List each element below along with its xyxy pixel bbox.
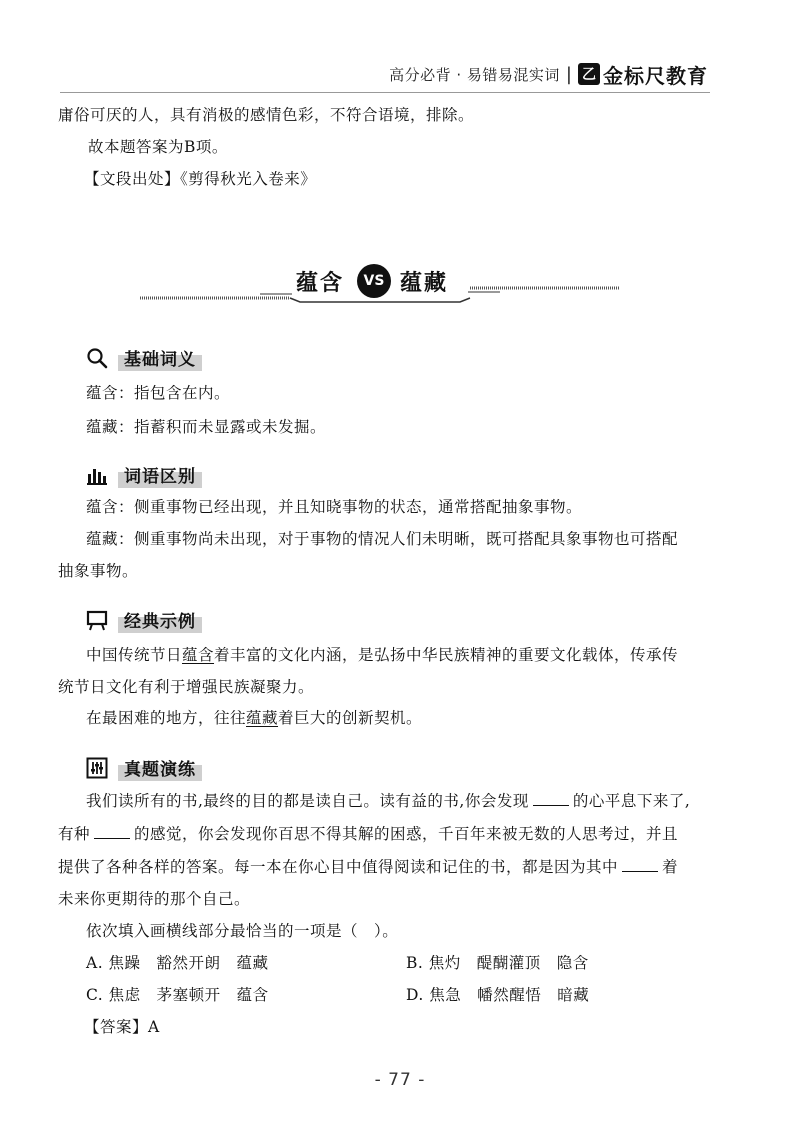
question-text: 我们读所有的书,最终的目的都是读自己。读有益的书,你会发现 [86, 792, 529, 810]
option-b: B. 焦灼 醍醐灌顶 隐含 [406, 954, 589, 972]
top-line-3: 【文段出处】《剪得秋光入卷来》 [84, 170, 317, 188]
example-1-pre: 中国传统节日 [86, 646, 183, 664]
bar-chart-icon [86, 464, 108, 486]
question-line-4: 未来你更期待的那个自己。 [58, 890, 251, 908]
section-basic-title: 基础词义 [118, 344, 202, 371]
option-d: D. 焦急 幡然醒悟 暗藏 [406, 986, 590, 1004]
question-line-2 [58, 823, 678, 846]
board-icon [86, 609, 108, 631]
page-number: - 77 - [374, 1070, 426, 1090]
title-word-right: 蕴藏 [400, 270, 449, 296]
title-word-left: 蕴含 [296, 270, 345, 296]
answer: 【答案】A [84, 1018, 160, 1036]
example-1-post: 着丰富的文化内涵，是弘扬中华民族精神的重要文化载体，传承传 [214, 646, 679, 664]
magnifier-icon [86, 347, 108, 369]
blank-2 [94, 824, 130, 839]
section-diff-heading [86, 461, 202, 488]
blank-3 [622, 857, 658, 872]
top-line-2: 故本题答案为B项。 [88, 138, 228, 156]
example-2-pre: 在最困难的地方，往往 [86, 709, 247, 727]
question-text: 着 [662, 858, 679, 876]
question-text: 有种 [58, 825, 91, 843]
question-text: 的心平息下来了, [572, 792, 691, 810]
basic-line-1: 蕴含：指包含在内。 [86, 384, 231, 402]
example-2 [86, 707, 422, 730]
header-rule [60, 92, 710, 93]
section-practice-title: 真题演练 [118, 754, 202, 781]
diff-line-2b: 抽象事物。 [58, 562, 139, 580]
basic-line-2: 蕴藏：指蓄积而未显露或未发掘。 [86, 418, 327, 436]
example-2-keyword: 蕴藏 [246, 709, 279, 727]
example-2-post: 着巨大的创新契机。 [278, 709, 423, 727]
section-diff-title: 词语区别 [118, 461, 202, 488]
option-c: C. 焦虑 茅塞顿开 蕴含 [86, 986, 269, 1004]
vs-badge-icon: VS [357, 264, 391, 298]
brand [578, 60, 708, 89]
option-a: A. 焦躁 豁然开朗 蕴藏 [86, 954, 269, 972]
section-example-title: 经典示例 [118, 606, 202, 633]
top-line-1: 庸俗可厌的人，具有消极的感情色彩，不符合语境，排除。 [58, 106, 475, 124]
blank-1 [533, 791, 569, 806]
example-1-keyword: 蕴含 [182, 646, 215, 664]
example-1-line-2: 统节日文化有利于增强民族凝聚力。 [58, 678, 315, 696]
header-separator: | [565, 63, 572, 85]
question-line-3 [58, 856, 678, 879]
section-practice-heading [86, 754, 202, 781]
section-example-heading [86, 606, 202, 633]
brand-name: 金标尺教育 [603, 63, 708, 88]
question-prompt: 依次填入画横线部分最恰当的一项是（ ）。 [86, 922, 399, 940]
example-1-line-1 [86, 644, 678, 667]
sliders-icon [86, 757, 108, 779]
running-header [389, 60, 708, 88]
question-text: 的感觉，你会发现你百思不得其解的困惑，千百年来被无数的人思考过，并且 [134, 825, 679, 843]
question-text: 提供了各种各样的答案。每一本在你心目中值得阅读和记住的书，都是因为其中 [58, 858, 619, 876]
question-line-1 [86, 790, 690, 813]
diff-line-1: 蕴含：侧重事物已经出现，并且知晓事物的状态，通常搭配抽象事物。 [86, 498, 583, 516]
brand-logo-icon: 乙 [578, 63, 600, 85]
header-series: 高分必背 · 易错易混实词 [389, 65, 560, 84]
section-basic-heading [86, 344, 202, 371]
diff-line-2a: 蕴藏：侧重事物尚未出现，对于事物的情况人们未明晰，既可搭配具象事物也可搭配 [86, 530, 679, 548]
title-banner [140, 258, 620, 310]
